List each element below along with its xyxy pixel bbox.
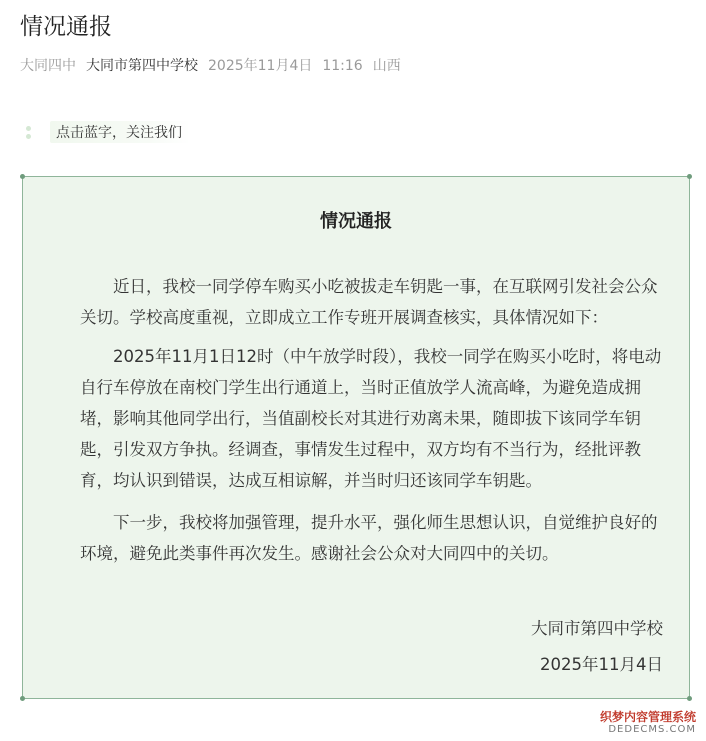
paragraph-line: 堵，影响其他同学出行，当值副校长对其进行劝离未果，随即拔下该同学车钥: [80, 409, 641, 428]
corner-dot-icon: [687, 696, 692, 701]
corner-dot-icon: [20, 696, 25, 701]
publish-time: 11:16: [322, 58, 363, 74]
corner-dot-icon: [687, 174, 692, 179]
paragraph-line: 近日，我校一同学停车购买小吃被拔走车钥匙一事，在互联网引发社会公众: [113, 277, 658, 296]
region-label: 山西: [372, 58, 401, 74]
decor-dot-icon: [26, 134, 31, 139]
watermark: [600, 711, 696, 735]
notice-paragraph: [80, 341, 665, 496]
follow-banner: [20, 120, 190, 144]
publish-date: 2025年11月4日: [208, 58, 313, 74]
corner-dot-icon: [20, 174, 25, 179]
notice-title: 情况通报: [320, 211, 392, 232]
paragraph-line: 环境，避免此类事件再次发生。感谢社会公众对大同四中的关切。: [80, 544, 559, 563]
paragraph-line: 匙，引发双方争执。经调查，事情发生过程中，双方均有不当行为，经批评教: [80, 440, 641, 459]
paragraph-line: 关切。学校高度重视，立即成立工作专班开展调查核实，具体情况如下：: [80, 308, 608, 327]
watermark-title: 织梦内容管理系统: [599, 709, 696, 724]
notice-paragraph: [80, 507, 665, 569]
page-title: 情况通报: [20, 14, 112, 40]
signature-date: 2025年11月4日: [540, 655, 663, 674]
decor-dot-icon: [26, 126, 31, 131]
source-label: 大同四中: [20, 58, 76, 74]
paragraph-line: 下一步，我校将加强管理，提升水平，强化师生思想认识，自觉维护良好的: [113, 513, 658, 532]
paragraph-line: 自行车停放在南校门学生出行通道上，当时正值放学人流高峰，为避免造成拥: [80, 378, 641, 397]
signature-name: 大同市第四中学校: [531, 619, 663, 638]
paragraph-line: 育，均认识到错误，达成互相谅解，并当时归还该同学车钥匙。: [80, 471, 542, 490]
watermark-domain: DEDECMS.COM: [608, 724, 696, 735]
notice-paragraph: [80, 271, 665, 333]
notice-box: [22, 176, 690, 699]
follow-prompt-link[interactable]: 点击蓝字，关注我们: [50, 121, 190, 143]
account-link[interactable]: 大同市第四中学校: [86, 58, 198, 74]
paragraph-line: 2025年11月1日12时（中午放学时段），我校一同学在购买小吃时，将电动: [113, 347, 662, 366]
article-meta: [20, 55, 401, 75]
